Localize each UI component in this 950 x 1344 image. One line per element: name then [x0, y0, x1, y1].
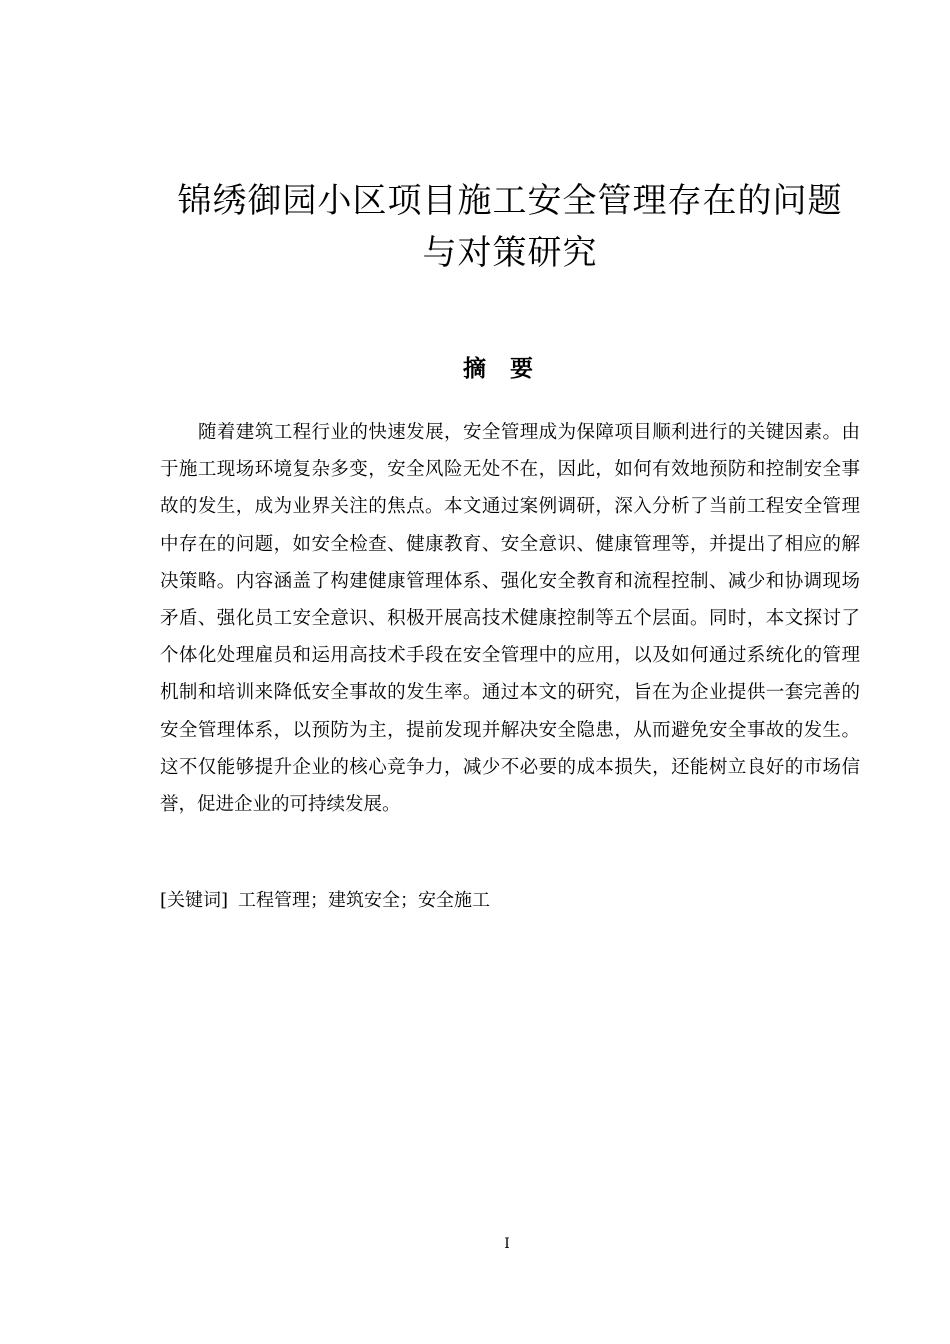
keywords-text: 工程管理；建筑安全；安全施工: [238, 890, 491, 911]
keywords-line: [160, 888, 490, 914]
title-line-2: 与对策研究: [422, 233, 598, 273]
abstract-heading: 摘要: [463, 356, 557, 382]
page-number: I: [504, 1236, 510, 1252]
title-line-1: 锦绣御园小区项目施工安全管理存在的问题: [177, 181, 843, 221]
document-title: [140, 175, 880, 279]
abstract-body: 随着建筑工程行业的快速发展，安全管理成为保障项目顺利进行的关键因素。由于施工现场环境复杂多变，安全风险无处不在，因此，如何有效地预防和控制安全事故的发生，成为业界关注的焦点。本文通过案例调研，深入分析了当前工程安全管理中存在的问题，如安全检查、健康教育、安全意识、健康管理等，并提出了相应的解决策略。内容涵盖了构建健康管理体系、强化安全教育和流程控制、减少和协调现场矛盾、强化员工安全意识、积极开展高技术健康控制等五个层面。同时，本文探讨了个体化处理雇员和运用高技术手段在安全管理中的应用，以及如何通过系统化的管理机制和培训来降低安全事故的发生率。通过本文的研究，旨在为企业提供一套完善的安全管理体系，以预防为主，提前发现并解决安全隐患，从而避免安全事故的发生。这不仅能够提升企业的核心竞争力，减少不必要的成本损失，还能树立良好的市场信誉，促进企业的可持续发展。: [160, 422, 860, 816]
keywords-label: [关键词]: [160, 890, 229, 911]
